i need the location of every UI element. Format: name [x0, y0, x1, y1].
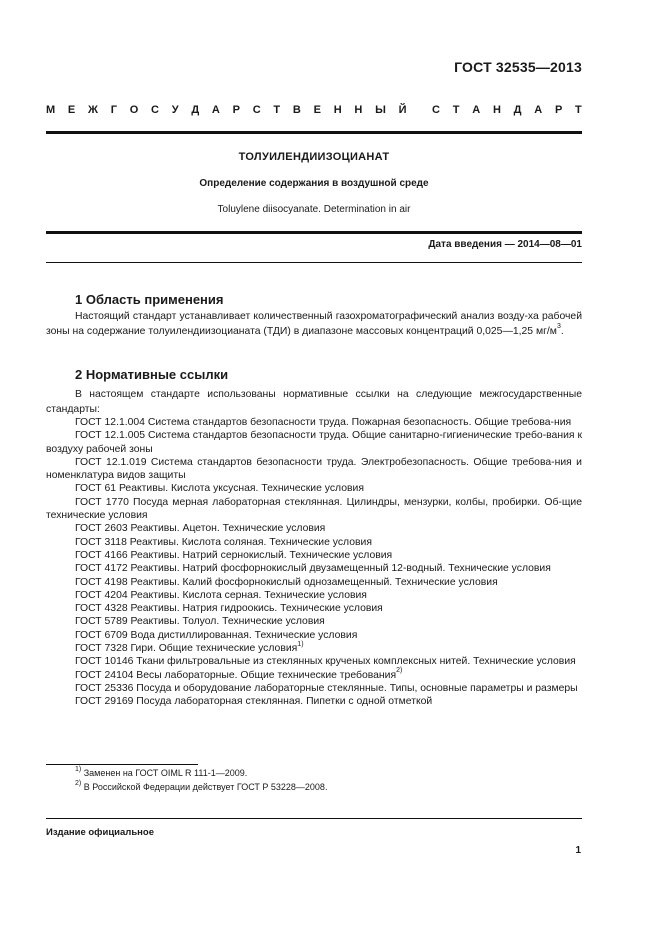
reference-footnote-mark: 1)	[297, 640, 304, 648]
footnote-text: Заменен на ГОСТ OIML R 111-1—2009.	[81, 768, 248, 778]
reference-text: ГОСТ 61 Реактивы. Кислота уксусная. Технические условия	[75, 483, 364, 495]
reference-text: ГОСТ 4328 Реактивы. Натрия гидроокись. Технические условия	[75, 603, 383, 615]
band-letter: М	[46, 104, 56, 116]
section-heading-scope: 1 Область применения	[75, 292, 224, 307]
reference-item	[46, 576, 582, 589]
header-rule-bottom	[46, 231, 582, 234]
footnote	[75, 768, 247, 778]
reference-text: ГОСТ 4198 Реактивы. Калий фосфорнокислый однозамещенный. Технические условия	[75, 576, 498, 588]
band-letter: Д	[513, 104, 522, 116]
reference-item	[46, 456, 582, 483]
reference-item	[46, 482, 582, 495]
reference-item	[46, 536, 582, 549]
reference-text: ГОСТ 2603 Реактивы. Ацетон. Технические условия	[75, 523, 326, 535]
reference-text: ГОСТ 12.1.005 Система стандартов безопасности труда. Общие санитарно-гигиенические требо-вания к воздуху рабочей зоны	[46, 430, 582, 455]
band-letter: А	[534, 104, 543, 116]
band-letter: Н	[333, 104, 342, 116]
band-letter: С	[432, 104, 440, 116]
reference-item	[46, 562, 582, 575]
band-letter: Й	[398, 104, 407, 116]
reference-text: ГОСТ 29169 Посуда лабораторная стеклянная. Пипетки с одной отметкой	[75, 696, 433, 708]
reference-item	[46, 669, 582, 682]
edition-label: Издание официальное	[46, 827, 154, 838]
reference-item	[46, 655, 582, 668]
edition-rule	[46, 818, 582, 819]
scope-superscript: 3	[556, 323, 561, 331]
footnote-text: В Российской Федерации действует ГОСТ Р 53228—2008.	[81, 782, 328, 792]
standard-type-band	[46, 104, 582, 116]
band-letter: Е	[313, 104, 321, 116]
references-list	[46, 416, 582, 709]
footnote-rule	[46, 764, 198, 765]
reference-item	[46, 695, 582, 708]
band-letter: Т	[273, 104, 281, 116]
band-letter: А	[211, 104, 220, 116]
date-rule	[46, 262, 582, 263]
document-title-english: Toluylene diisocyanate. Determination in air	[217, 204, 411, 215]
reference-item	[46, 589, 582, 602]
reference-text: ГОСТ 25336 Посуда и оборудование лабораторные стеклянные. Типы, основные параметры и размеры	[75, 682, 578, 694]
reference-text: ГОСТ 4166 Реактивы. Натрий сернокислый. Технические условия	[75, 549, 393, 561]
reference-text: ГОСТ 1770 Посуда мерная лабораторная стеклянная. Цилиндры, мензурки, колбы, пробирки. Об-щие технические условия	[46, 496, 582, 522]
effective-date: Дата введения — 2014—08—01	[428, 239, 582, 250]
section-text-scope	[46, 310, 582, 339]
reference-item	[46, 416, 582, 429]
header-rule-top	[46, 131, 582, 134]
band-letter: Т	[452, 104, 460, 116]
document-subtitle: Определение содержания в воздушной среде	[199, 178, 429, 189]
band-letter: Н	[354, 104, 363, 116]
scope-text-end: .	[560, 325, 564, 337]
band-letter: С	[252, 104, 261, 116]
band-letter: О	[129, 104, 139, 116]
reference-text: ГОСТ 4204 Реактивы. Кислота серная. Технические условия	[75, 589, 367, 601]
document-title: ТОЛУИЛЕНДИИЗОЦИАНАТ	[238, 151, 390, 163]
scope-text: Настоящий стандарт устанавливает количественный газохроматографический анализ возду-ха рабочей зоны на содержание толуилендиизоцианата (ТДИ) в диапазоне массовых концентраций 0,025—1,25 мг/м	[46, 311, 582, 337]
band-letter: Г	[110, 104, 117, 116]
reference-text: ГОСТ 3118 Реактивы. Кислота соляная. Технические условия	[75, 536, 372, 548]
band-letter: Т	[575, 104, 582, 116]
band-letter: Р	[232, 104, 240, 116]
band-letter: Ж	[88, 104, 98, 116]
reference-item	[46, 682, 582, 695]
reference-text: ГОСТ 5789 Реактивы. Толуол. Технические условия	[75, 616, 325, 628]
footnote	[75, 782, 327, 792]
reference-text: ГОСТ 6709 Вода дистиллированная. Технические условия	[75, 629, 358, 641]
references-intro-text: В настоящем стандарте использованы нормативные ссылки на следующие межгосударственные стандарты:	[46, 389, 582, 415]
reference-item	[46, 496, 582, 523]
reference-item	[46, 602, 582, 615]
reference-text: ГОСТ 4172 Реактивы. Натрий фосфорнокислый двузамещенный 12-водный. Технические условия	[75, 563, 551, 575]
reference-item	[46, 642, 582, 655]
reference-item	[46, 615, 582, 628]
band-letter: А	[472, 104, 481, 116]
band-letter: Д	[191, 104, 200, 116]
reference-item	[46, 629, 582, 642]
reference-text: ГОСТ 12.1.019 Система стандартов безопасности труда. Электробезопасность. Общие требова-ния и номенклатура видов защиты	[46, 456, 582, 482]
reference-text: ГОСТ 7328 Гири. Общие технические условия	[75, 643, 298, 655]
band-letter: С	[151, 104, 159, 116]
footnote-mark: 2)	[75, 780, 82, 787]
band-letter: В	[292, 104, 301, 116]
reference-item	[46, 549, 582, 562]
reference-item	[46, 429, 582, 456]
document-code: ГОСТ 32535—2013	[454, 59, 582, 75]
references-intro	[46, 388, 582, 417]
band-letter: Ы	[375, 104, 386, 116]
page-number: 1	[575, 845, 581, 856]
band-letter: Р	[554, 104, 563, 116]
band-letter: У	[171, 104, 179, 116]
footnote-mark: 1)	[75, 766, 82, 773]
reference-item	[46, 522, 582, 535]
reference-text: ГОСТ 24104 Весы лабораторные. Общие технические требования	[75, 669, 397, 681]
reference-footnote-mark: 2)	[396, 667, 403, 675]
band-letter: Е	[67, 104, 76, 116]
reference-text: ГОСТ 12.1.004 Система стандартов безопасности труда. Пожарная безопасность. Общие требова-ния	[75, 417, 572, 428]
band-letter: Н	[492, 104, 501, 116]
section-heading-references: 2 Нормативные ссылки	[75, 367, 229, 382]
reference-text: ГОСТ 10146 Ткани фильтровальные из стеклянных крученых комплексных нитей. Технические условия	[75, 656, 576, 668]
